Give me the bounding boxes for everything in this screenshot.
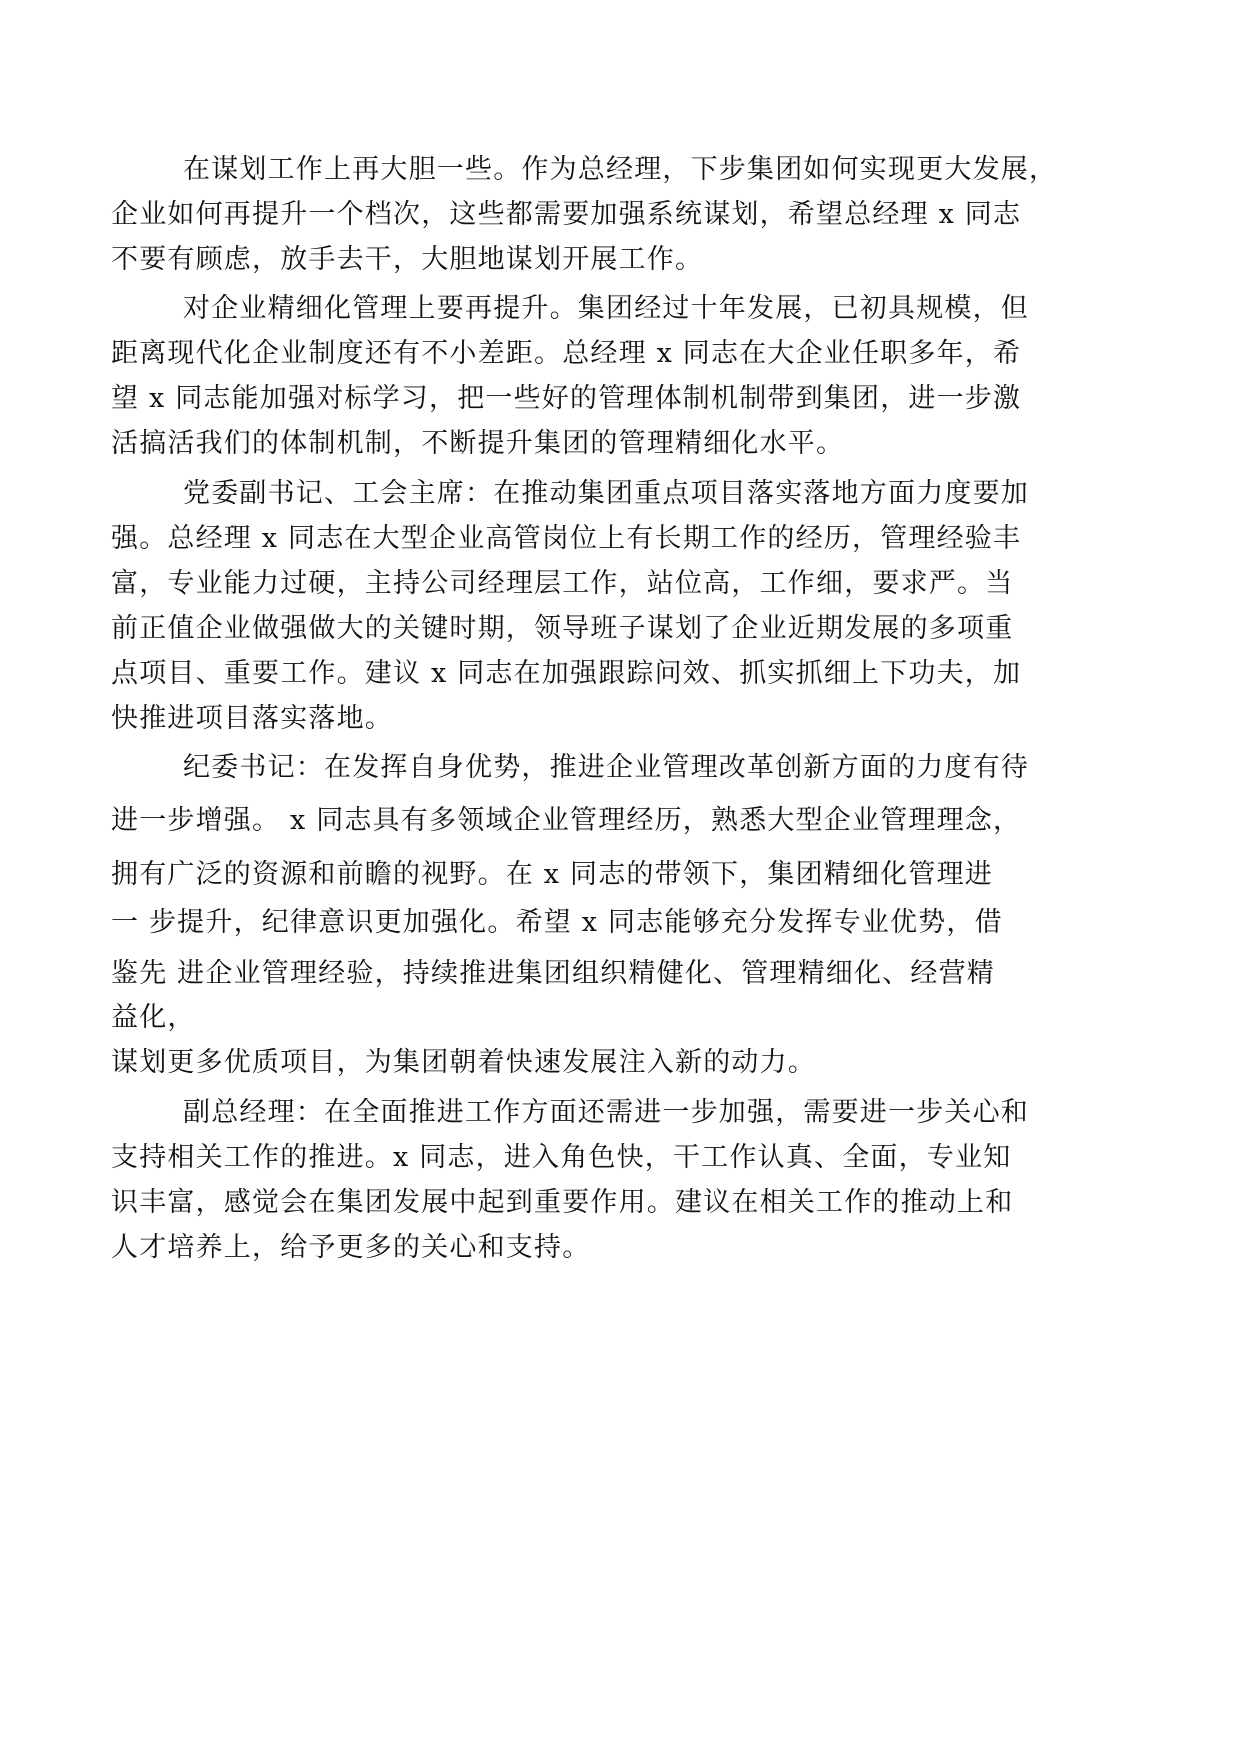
paragraph-3-line-1: 党委副书记、工会主席：在推动集团重点项目落实落地方面力度要加 [183, 478, 1029, 509]
paragraph-2-line-3: 望 x 同志能加强对标学习，把一些好的管理体制机制带到集团，进一步激 [111, 383, 1022, 414]
paragraph-4-line-5: 鉴先 进企业管理经验，持续推进集团组织精健化、管理精细化、经营精 [111, 958, 995, 989]
paragraph-5-line-2: 支持相关工作的推进。x 同志，进入角色快，干工作认真、全面，专业知 [111, 1142, 1012, 1173]
paragraph-4-line-1: 纪委书记：在发挥自身优势，推进企业管理改革创新方面的力度有待 [183, 752, 1029, 783]
paragraph-4-line-4: 一 步提升，纪律意识更加强化。希望 x 同志能够充分发挥专业优势，借 [111, 907, 1003, 938]
paragraph-4-line-3: 拥有广泛的资源和前瞻的视野。在 x 同志的带领下，集团精细化管理进 [111, 859, 993, 890]
paragraph-5-line-1: 副总经理：在全面推进工作方面还需进一步加强，需要进一步关心和 [183, 1097, 1029, 1128]
paragraph-5-line-4: 人才培养上，给予更多的关心和支持。 [111, 1232, 591, 1263]
paragraph-2-line-2: 距离现代化企业制度还有不小差距。总经理 x 同志在大企业任职多年，希 [111, 338, 1022, 369]
paragraph-3-line-4: 前正值企业做强做大的关键时期，领导班子谋划了企业近期发展的多项重 [111, 613, 1014, 644]
paragraph-2-line-4: 活搞活我们的体制机制，不断提升集团的管理精细化水平。 [111, 428, 845, 459]
paragraph-3-line-5: 点项目、重要工作。建议 x 同志在加强跟踪问效、抓实抓细上下功夫，加 [111, 658, 1022, 689]
paragraph-3-line-3: 富，专业能力过硬，主持公司经理层工作，站位高，工作细，要求严。当 [111, 568, 1014, 599]
paragraph-4-line-7: 谋划更多优质项目，为集团朝着快速发展注入新的动力。 [111, 1047, 816, 1078]
paragraph-2-line-1: 对企业精细化管理上要再提升。集团经过十年发展，已初具规模，但 [183, 293, 1029, 324]
paragraph-5-line-3: 识丰富，感觉会在集团发展中起到重要作用。建议在相关工作的推动上和 [111, 1187, 1014, 1218]
paragraph-1-line-3: 不要有顾虑，放手去干，大胆地谋划开展工作。 [111, 244, 704, 275]
paragraph-4-line-6: 益化， [111, 1002, 196, 1033]
paragraph-3-line-6: 快推进项目落实落地。 [111, 703, 393, 734]
paragraph-3-line-2: 强。总经理 x 同志在大型企业高管岗位上有长期工作的经历，管理经验丰 [111, 523, 1022, 554]
paragraph-4-line-2: 进一步增强。 x 同志具有多领域企业管理经历，熟悉大型企业管理理念， [111, 805, 1022, 836]
paragraph-1-line-1: 在谋划工作上再大胆一些。作为总经理，下步集团如何实现更大发展， [183, 154, 1058, 185]
paragraph-1-line-2: 企业如何再提升一个档次，这些都需要加强系统谋划，希望总经理 x 同志 [111, 199, 1022, 230]
